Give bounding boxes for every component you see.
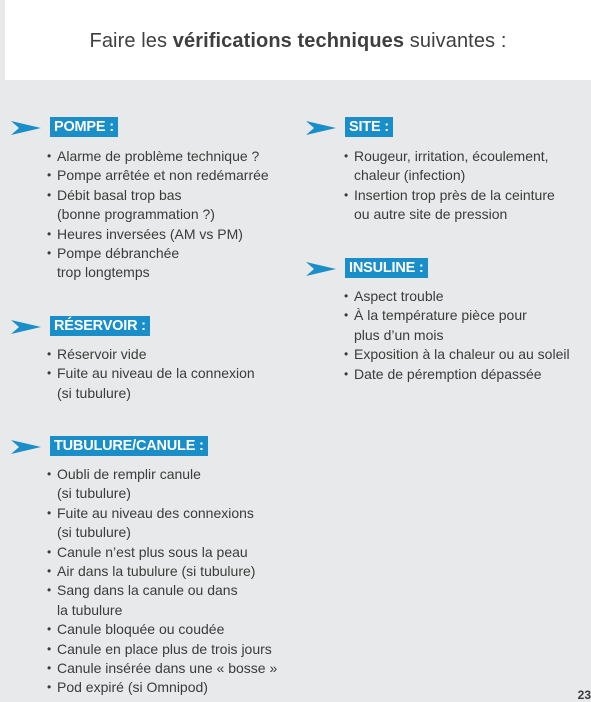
list-item: • Air dans la tubulure (si tubulure) <box>47 562 277 581</box>
list-item: • Heures inversées (AM vs PM) <box>47 225 269 244</box>
section-site <box>305 117 555 223</box>
arrow-icon <box>10 119 44 137</box>
list-item: • Oubli de remplir canule (si tubulure) <box>47 465 277 504</box>
item-list <box>47 345 255 403</box>
list-item: • Canule insérée dans une « bosse » <box>47 659 277 678</box>
arrow-icon <box>10 318 44 336</box>
section-header <box>305 117 516 139</box>
list-item: • Pompe arrêtée et non redémarrée <box>47 166 269 185</box>
list-item: • Fuite au niveau de la connexion (si tubulure) <box>47 364 255 403</box>
section-header <box>305 258 531 280</box>
arrow-icon <box>305 260 339 278</box>
arrow-icon <box>305 119 339 137</box>
section-insuline <box>305 258 570 382</box>
page-number: 23 <box>577 688 591 702</box>
list-item: • Pod expiré (si Omnipod) <box>47 678 277 697</box>
section-label: RÉSERVOIR : <box>50 316 150 336</box>
list-item: • Pompe débranchée trop longtemps <box>47 244 269 283</box>
page-title <box>5 30 591 53</box>
list-item: • Aspect trouble <box>344 287 570 306</box>
list-item: • Débit basal trop bas (bonne programmation ?) <box>47 186 269 225</box>
list-item: • Alarme de problème technique ? <box>47 147 269 166</box>
arrow-icon <box>10 438 44 456</box>
list-item: • Canule n’est plus sous la peau <box>47 543 277 562</box>
title-suffix: suivantes : <box>404 30 507 52</box>
section-label: SITE : <box>345 117 393 137</box>
section-header <box>10 316 218 338</box>
section-label: TUBULURE/CANULE : <box>50 436 208 456</box>
section-label: POMPE : <box>50 117 118 137</box>
title-prefix: Faire les <box>89 30 173 52</box>
item-list <box>47 465 277 698</box>
item-list <box>344 147 555 225</box>
section-tubulure <box>10 436 278 696</box>
list-item: • Canule en place plus de trois jours <box>47 640 277 659</box>
list-item: • Canule bloquée ou coudée <box>47 620 277 639</box>
list-item: • Réservoir vide <box>47 345 255 364</box>
section-label: INSULINE : <box>345 258 428 278</box>
section-header <box>10 117 232 139</box>
header-banner <box>5 0 591 80</box>
list-item: • Fuite au niveau des connexions (si tubulure) <box>47 504 277 543</box>
list-item: • Insertion trop près de la ceinture ou autre site de pression <box>344 186 555 225</box>
section-reservoir <box>10 316 255 401</box>
section-pompe <box>10 117 269 281</box>
list-item: • Rougeur, irritation, écoulement, chaleur (infection) <box>344 147 555 186</box>
list-item: • Exposition à la chaleur ou au soleil <box>344 345 570 364</box>
list-item: • À la température pièce pour plus d’un mois <box>344 306 570 345</box>
section-header <box>10 436 240 458</box>
item-list <box>344 287 570 384</box>
list-item: • Date de péremption dépassée <box>344 365 570 384</box>
list-item: • Sang dans la canule ou dans la tubulure <box>47 581 277 620</box>
item-list <box>47 147 269 283</box>
title-emphasis: vérifications techniques <box>172 30 405 52</box>
